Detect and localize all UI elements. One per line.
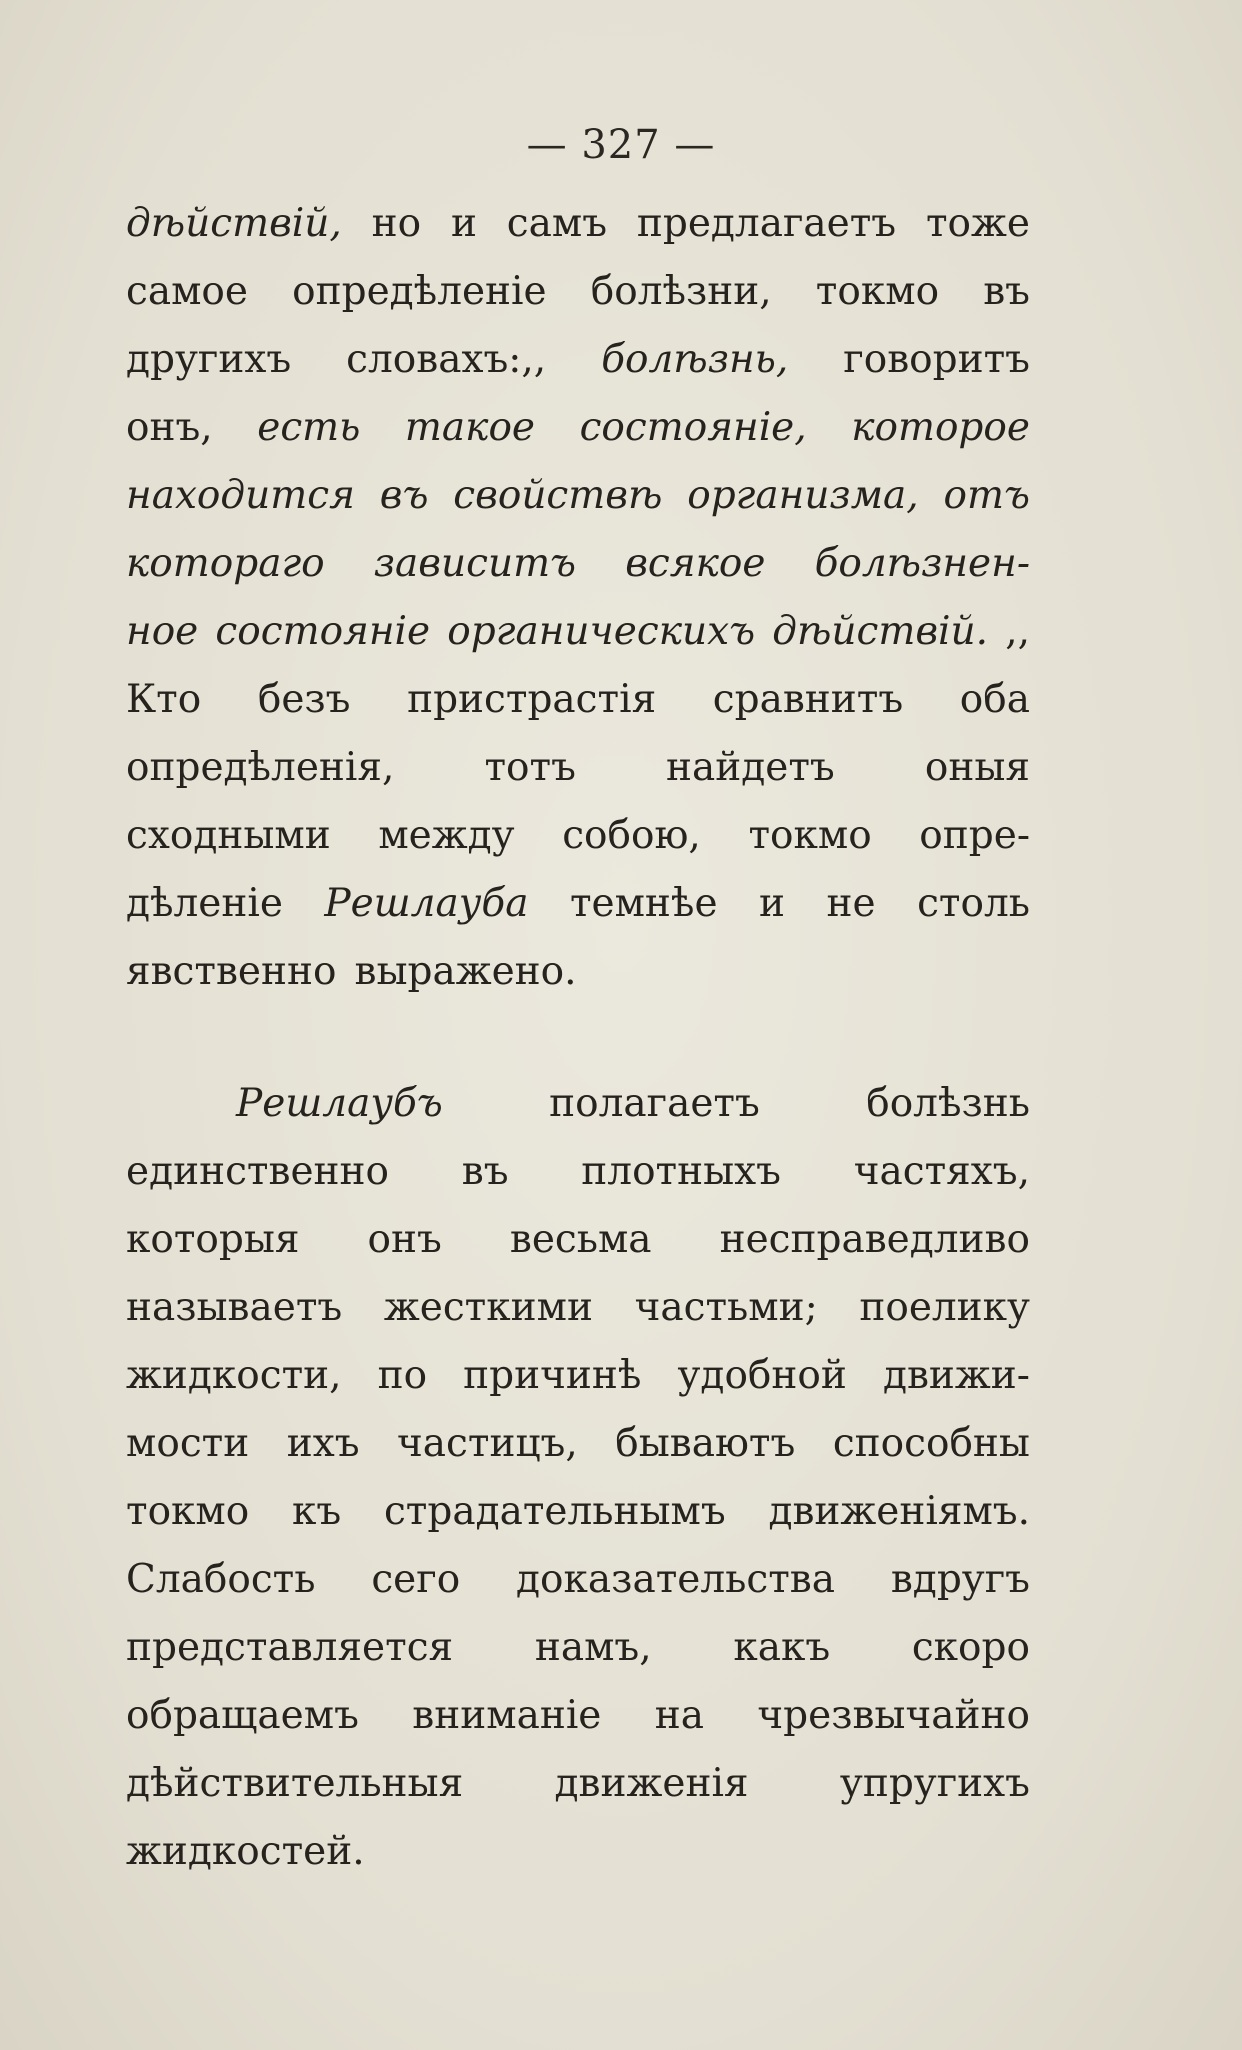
word: онъ,: [126, 405, 213, 450]
word: и: [759, 881, 786, 926]
word: какъ: [733, 1625, 831, 1670]
word: жесткими: [383, 1285, 593, 1330]
word: называетъ: [126, 1285, 343, 1330]
word: отъ: [943, 473, 1030, 518]
text-line: [126, 462, 1030, 530]
word: темнѣе: [569, 881, 718, 926]
word: тотъ: [484, 745, 576, 790]
text-line: [126, 1478, 1030, 1546]
word: способны: [832, 1421, 1030, 1466]
word: полагаетъ: [549, 1081, 760, 1126]
word: безъ: [257, 677, 351, 722]
word: онъ: [367, 1217, 442, 1262]
text-line: [126, 326, 1030, 394]
text-line: [126, 802, 1030, 870]
word: тоже: [925, 201, 1030, 246]
word: между: [378, 813, 515, 858]
word: удобной: [677, 1353, 847, 1398]
word: столь: [917, 881, 1030, 926]
word: болѣзнен-: [814, 541, 1030, 586]
text-line: [126, 1342, 1030, 1410]
text-line: [126, 1750, 1030, 1818]
word: болѣзнь,: [601, 337, 789, 382]
word: сравнитъ: [712, 677, 904, 722]
word: представляется: [126, 1625, 454, 1670]
word: жидкостей.: [126, 1829, 365, 1874]
word: причинѣ: [463, 1353, 642, 1398]
word: оныя: [924, 745, 1030, 790]
word: обращаемъ: [126, 1693, 359, 1738]
word: самъ: [506, 201, 608, 246]
text-line: [126, 734, 1030, 802]
word: опредѣленіе: [292, 269, 547, 314]
word: находится: [126, 473, 355, 518]
word: ихъ: [286, 1421, 360, 1466]
text-line: [126, 598, 1030, 666]
word: опредѣленія,: [126, 745, 395, 790]
word: страдательнымъ: [383, 1489, 726, 1534]
word: Слабость: [126, 1557, 316, 1602]
word: весьма: [509, 1217, 652, 1262]
word: несправедливо: [719, 1217, 1030, 1262]
word: есть: [257, 405, 361, 450]
word: словахъ:,,: [346, 337, 547, 382]
word: къ: [292, 1489, 342, 1534]
word: собою,: [562, 813, 701, 858]
word: въ: [983, 269, 1030, 314]
word: Решлаубъ: [236, 1081, 443, 1126]
text-line: [126, 1614, 1030, 1682]
text-line: [126, 394, 1030, 462]
word: дѣйствій,: [126, 201, 342, 246]
word: пристрастія: [407, 677, 657, 722]
word: Кто: [126, 677, 202, 722]
word: опре-: [919, 813, 1030, 858]
word: говоритъ: [843, 337, 1030, 382]
word: предлагаетъ: [636, 201, 897, 246]
word: мости: [126, 1421, 250, 1466]
word: не: [826, 881, 876, 926]
word: токмо: [748, 813, 872, 858]
word: въ: [379, 473, 429, 518]
word: скоро: [911, 1625, 1030, 1670]
word: Решлауба: [324, 881, 529, 926]
word: болѣзни,: [590, 269, 772, 314]
word: ,,: [1005, 609, 1030, 654]
word: оба: [959, 677, 1030, 722]
word: вниманіе: [412, 1693, 602, 1738]
word: токмо: [815, 269, 940, 314]
word: единственно: [126, 1149, 390, 1194]
word: дѣленіе: [126, 881, 283, 926]
word: сего: [371, 1557, 461, 1602]
paragraph-2: [126, 1070, 1030, 1886]
word: по: [377, 1353, 428, 1398]
word: ное: [126, 609, 199, 654]
word: вдругъ: [890, 1557, 1030, 1602]
page-number: — 327 —: [526, 122, 716, 168]
text-line: [126, 1206, 1030, 1274]
text-line: [126, 666, 1030, 734]
text-line: [126, 258, 1030, 326]
text-line: [126, 1546, 1030, 1614]
word: и: [450, 201, 477, 246]
word: дѣйствительныя: [126, 1761, 464, 1806]
word: котораго: [126, 541, 325, 586]
word: доказательства: [516, 1557, 835, 1602]
word: токмо: [126, 1489, 250, 1534]
word: жидкости,: [126, 1353, 342, 1398]
word: дѣйствій.: [772, 609, 989, 654]
word: намъ,: [534, 1625, 652, 1670]
text-line: [126, 870, 1030, 938]
text-line: [126, 1138, 1030, 1206]
word: упругихъ: [839, 1761, 1030, 1806]
word: на: [654, 1693, 704, 1738]
text-line: [126, 190, 1030, 258]
word: всякое: [625, 541, 766, 586]
word: частяхъ,: [853, 1149, 1030, 1194]
word: поелику: [859, 1285, 1030, 1330]
word: частицъ,: [397, 1421, 578, 1466]
word: состояніе: [215, 609, 431, 654]
text-line: [126, 1818, 1030, 1886]
word: плотныхъ: [581, 1149, 781, 1194]
word: бываютъ: [615, 1421, 796, 1466]
text-line: [126, 1682, 1030, 1750]
word: найдетъ: [666, 745, 835, 790]
word: чрезвычайно: [757, 1693, 1030, 1738]
word: которыя: [126, 1217, 300, 1262]
word: въ: [461, 1149, 509, 1194]
word: состояніе,: [579, 405, 807, 450]
word: организма,: [687, 473, 919, 518]
word: выражено.: [354, 949, 577, 994]
word: органическихъ: [447, 609, 756, 654]
word: движенія: [554, 1761, 749, 1806]
text-line: [126, 938, 1030, 1006]
word: самое: [126, 269, 248, 314]
word: такое: [404, 405, 536, 450]
word: движи-: [882, 1353, 1030, 1398]
word: зависитъ: [373, 541, 577, 586]
word: которое: [851, 405, 1030, 450]
word: сходными: [126, 813, 331, 858]
word: явственно: [126, 949, 337, 994]
text-line: [126, 530, 1030, 598]
word: частьми;: [634, 1285, 818, 1330]
text-line: [126, 1410, 1030, 1478]
text-line: [126, 1274, 1030, 1342]
paragraph-1: [126, 190, 1030, 1006]
word: болѣзнь: [866, 1081, 1030, 1126]
word: другихъ: [126, 337, 292, 382]
word: но: [371, 201, 422, 246]
text-line: [126, 1070, 1030, 1138]
word: движеніямъ.: [768, 1489, 1030, 1534]
word: свойствѣ: [453, 473, 663, 518]
